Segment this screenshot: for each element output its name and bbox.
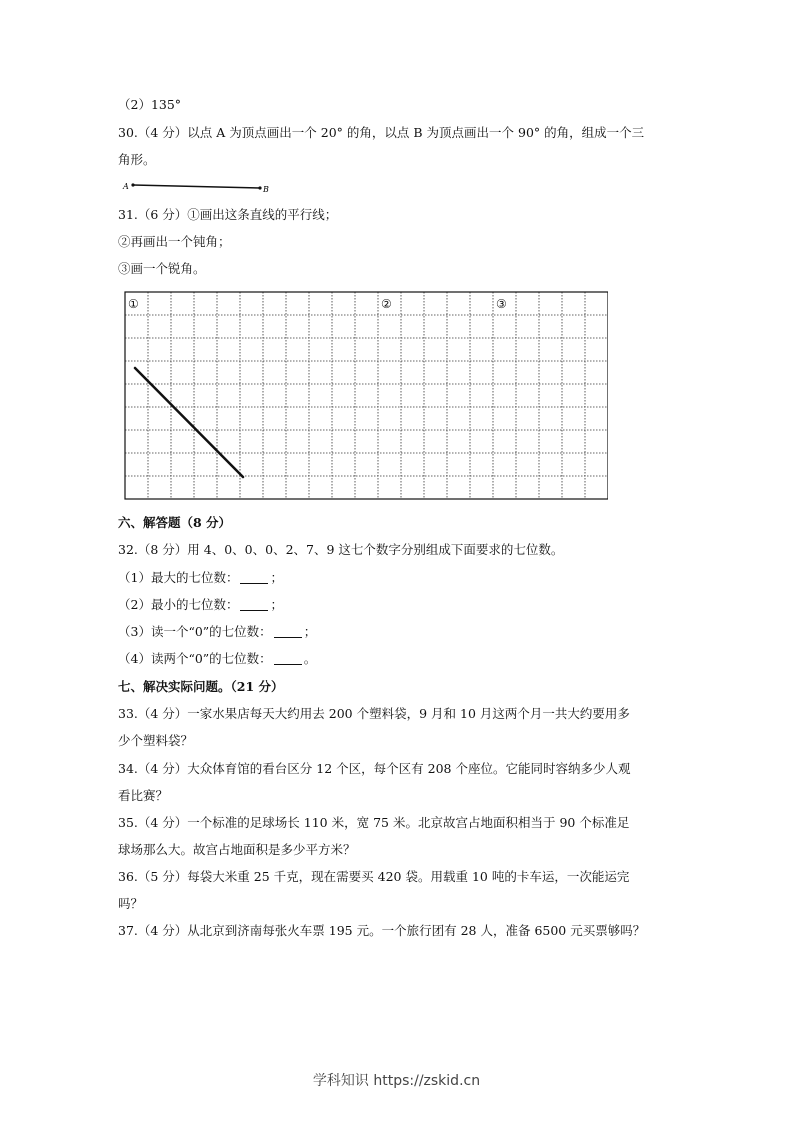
answer-blank-4[interactable] <box>274 651 302 665</box>
section7-heading: 七、解决实际问题。（21 分） <box>118 679 284 694</box>
section6-heading: 六、解答题（8 分） <box>118 515 232 530</box>
grid-label-1: ① <box>128 297 139 311</box>
q32-text: 32.（8 分）用 4、0、0、0、2、7、9 这七个数字分别组成下面要求的七位数。 <box>118 542 564 557</box>
answer-blank-1[interactable] <box>240 570 268 584</box>
q30-text-line2: 角形。 <box>118 152 156 167</box>
segment-ab <box>118 176 278 196</box>
q36-text-line2: 吗？ <box>118 896 144 911</box>
footer-watermark: 学科知识 https://zskid.cn <box>312 1073 481 1089</box>
q29-item-2: （2）135° <box>118 97 182 112</box>
grid-label-3: ③ <box>496 297 507 311</box>
q37-text: 37.（4 分）从北京到济南每张火车票 195 元。一个旅行团有 28 人，准备 6500 元买票够吗？ <box>118 923 646 938</box>
q35-text-line2: 球场那么大。故宫占地面积是多少平方米？ <box>118 842 356 857</box>
q34-text-line1: 34.（4 分）大众体育馆的看台区分 12 个区，每个区有 208 个座位。它能同时容纳多少人观 <box>118 761 631 776</box>
q34-text-line2: 看比赛？ <box>118 788 169 803</box>
q30-text-line1: 30.（4 分）以点 A 为顶点画出一个 20° 的角，以点 B 为顶点画出一个 90° 的角，组成一个三 <box>118 125 645 140</box>
q32-item-2: （2）最小的七位数： ； <box>118 597 283 612</box>
answer-blank-2[interactable] <box>240 597 268 611</box>
q36-text-line1: 36.（5 分）每袋大米重 25 千克，现在需要买 420 袋。用载重 10 吨的卡车运，一次能运完 <box>118 869 630 884</box>
q31-text-line3: ③画一个锐角。 <box>118 261 206 276</box>
q31-text-line2: ②再画出一个钝角； <box>118 234 231 249</box>
q32-item-1: （1）最大的七位数： ； <box>118 570 283 585</box>
label-b: B <box>263 185 269 194</box>
drawing-grid[interactable] <box>124 291 608 503</box>
q32-item-4: （4）读两个“0”的七位数： 。 <box>118 651 317 666</box>
answer-blank-3[interactable] <box>274 624 302 638</box>
q32-item-3: （3）读一个“0”的七位数： ； <box>118 624 317 639</box>
q33-text-line1: 33.（4 分）一家水果店每天大约用去 200 个塑料袋，9 月和 10 月这两个月一共大约要用多 <box>118 706 630 721</box>
grid-label-2: ② <box>381 297 392 311</box>
q33-text-line2: 少个塑料袋？ <box>118 733 194 748</box>
q31-text-line1: 31.（6 分）①画出这条直线的平行线； <box>118 207 338 222</box>
q35-text-line1: 35.（4 分）一个标准的足球场长 110 米，宽 75 米。北京故宫占地面积相当于 90 个标准足 <box>118 815 630 830</box>
label-a: A <box>123 182 129 191</box>
